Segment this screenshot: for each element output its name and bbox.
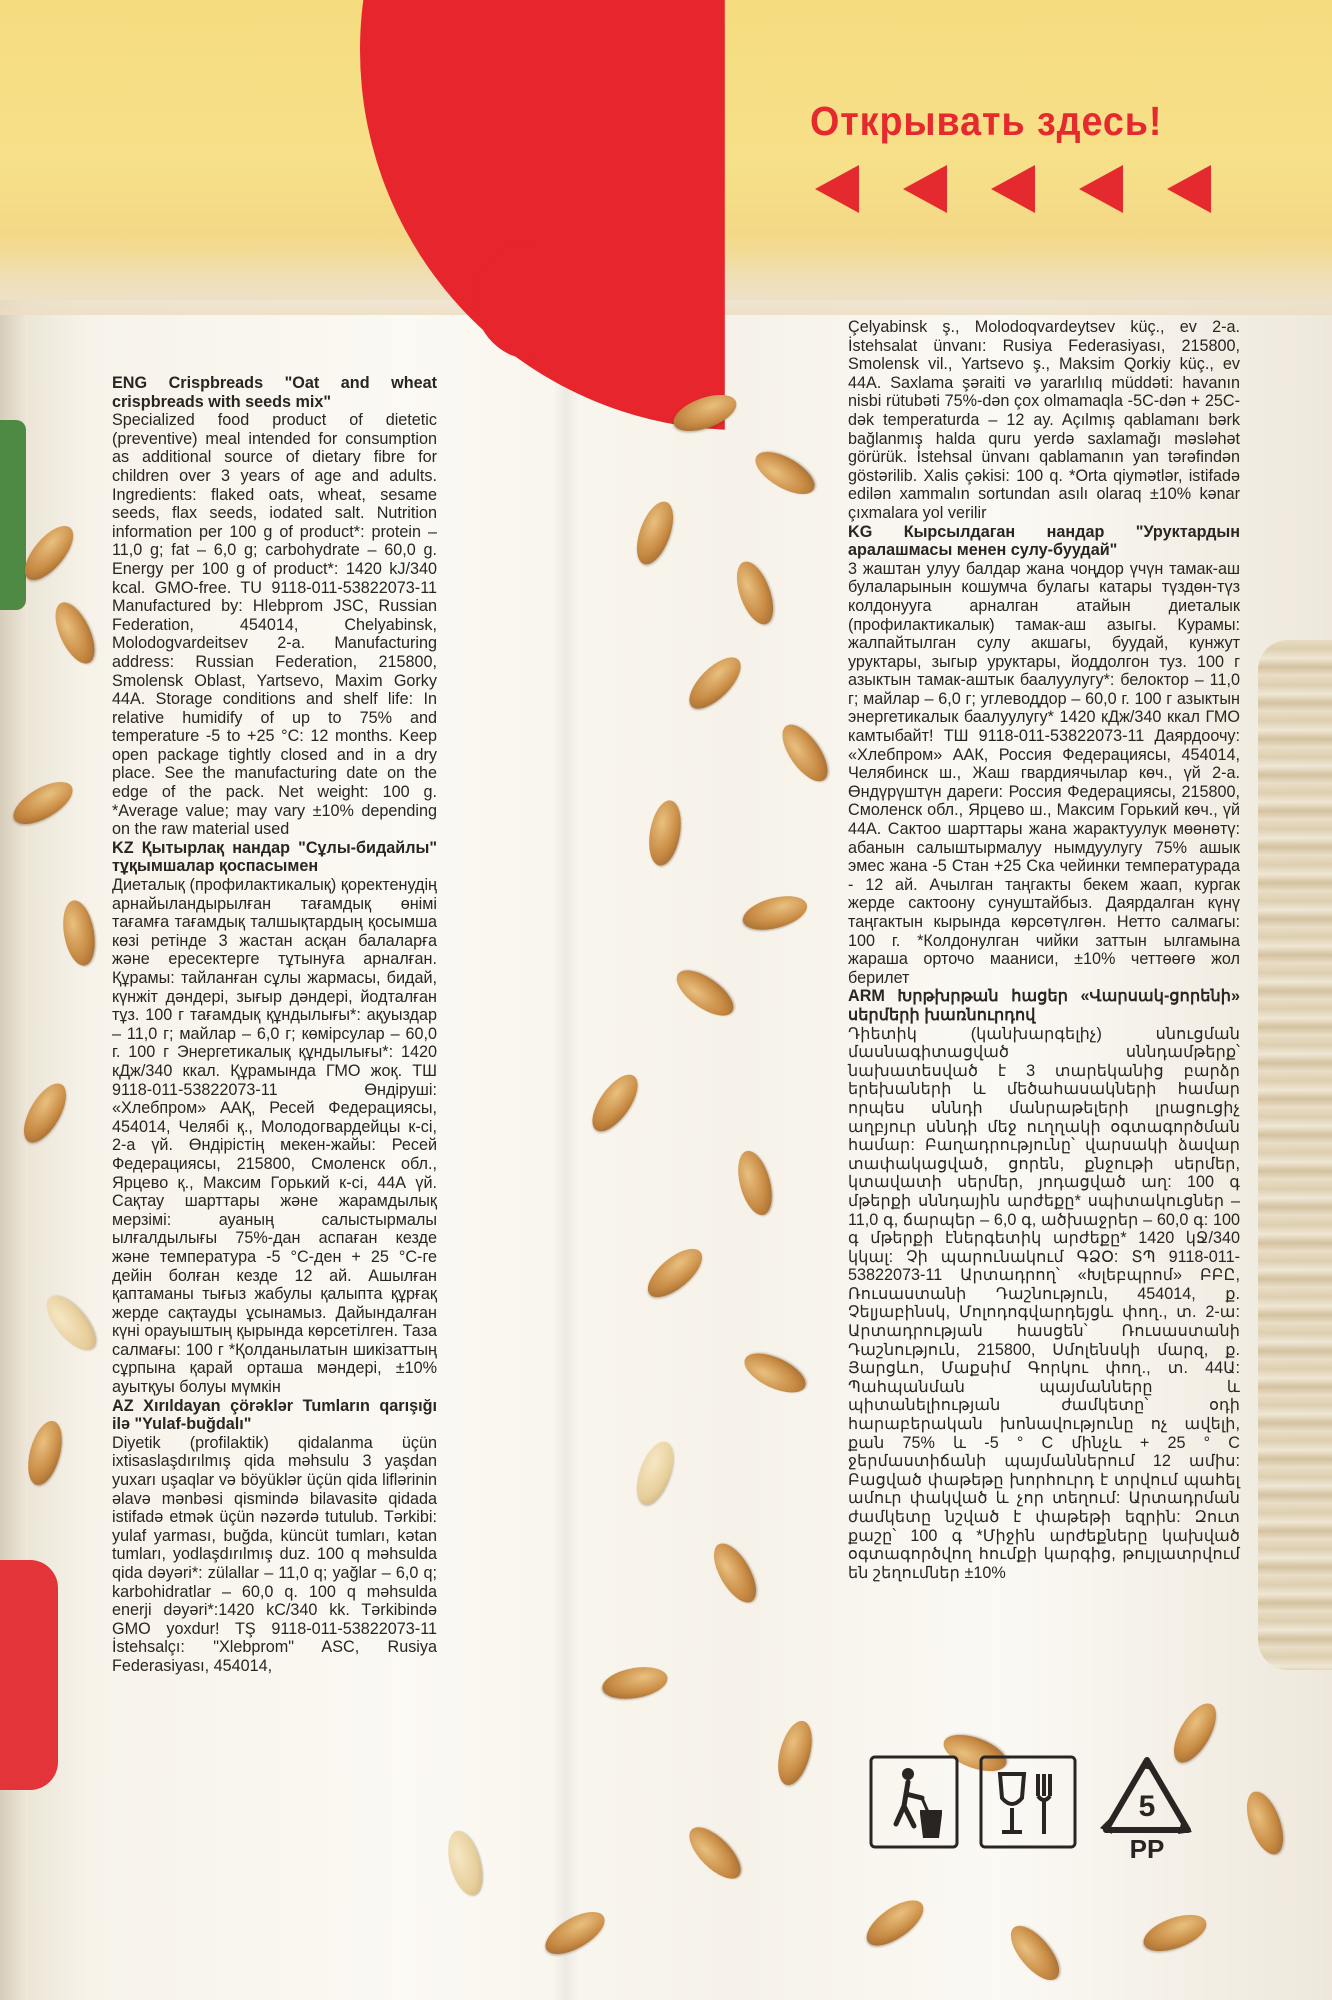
arm-heading: ARM Խրթխրթան հացեր «Վարսակ-ցորենի» սերմերի խառնուրդով [848,987,1240,1024]
open-here-arrows [815,165,1235,215]
kz-heading: KZ Қытырлақ нандар "Сұлы-бидайлы" тұқымшалар қоспасымен [112,838,437,876]
packaging-symbols [868,1754,1198,1864]
red-brand-tab [475,240,635,360]
arrow-left-icon [991,165,1035,213]
tidyman-recycle-bin-icon [868,1754,960,1850]
recycle-code: 5 [1138,1790,1156,1823]
kg-body: 3 жаштан улуу балдар жана чоңдор үчүн тамак-аш булаларынын кошумча булагы катары түздөн-түз колдонууга арналган атайын диеталык (профилактикалык) тамак-аш азыгы. Курамы: жалпайтылган сулу акшагы, буудай, кунжут уруктары, зыгыр уруктары, йоддолгон туз. 100 г азыктын тамак-аштык баалуулугу*: белоктор – 11,0 г; майлар – 6,0 г; углеводдор – 60,0 г. 100 г азыктын энергетикалык баалуулугу* 1420 кДж/340 ккал ГМО камтыбайт! ТШ 9118-011-53822073-11 Даярдоочу: «Хлебпром» ААК, Россия Федерациясы, 454014, Челябинск ш., Жаш гвардиячылар көч., үй 2-а. Өндүрүштүн дареги: Россия Федерациясы, 215800, Смоленск обл., Ярцево ш., Максим Горький көч., үй 44А. Сактоо шарттары жана жарактуулук мөөнөтү: абанын салыштырмалуу нымдуулугу 75% ашык эмес жана -5 Стан +25 Ска чейинки температурада - 12 ай. Ачылган таңгакты бекем жаап, кургак жерде сактоону сунуштайбыз. Даярдалган күнү таңгактын кырында көрсөтүлгөн. Нетто салмагы: 100 г. *Колдонулган чийки заттын ылгамына жараша орточо мааниси, ±10% четтөөгө жол берилет [848,559,1240,987]
recycling-triangle-icon [1096,1754,1198,1862]
label-text-right [848,318,1240,1582]
label-text-left [112,374,437,1676]
arrow-left-icon [815,165,859,213]
arrow-left-icon [1079,165,1123,213]
arrow-left-icon [1167,165,1211,213]
side-green-label [0,420,26,610]
arrow-left-icon [903,165,947,213]
eng-body: Specialized food product of dietetic (preventive) meal intended for consumption as additional source of dietary fibre for children over 3 years of age and adults. Ingredients: flaked oats, wheat, sesame seeds, flax seeds, iodated salt. Nutrition information per 100 g of product*: protein – 11,0 g; fat – 6,0 g; carbohydrate – 60,0 g. Energy per 100 g of product*: 1420 kJ/340 kcal. GMO-free. TU 9118-011-53822073-11 Manufactured by: Hlebprom JSC, Russian Federation, 454014, Chelyabinsk, Molodogvardeitsev 2-a. Manufacturing address: Russian Federation, 215800, Smolensk Oblast, Yartsevo, Maxim Gorky 44A. Storage conditions and shelf life: In relative humidify of up to 75% and temperature -5 to +25 °C: 12 months. Keep open package tightly closed and in a dry place. See the manufacturing date on the edge of the pack. Net weight: 100 g. *Average value; may vary ±10% depending on the raw material used [112,411,437,839]
az-heading: AZ Xırıldayan çörəklər Tumların qarışığı ilə "Yulaf-buğdalı" [112,1396,437,1434]
arm-body: Դիետիկ (կանխարգելիչ) սնուցման մասնագիտացված սննդամթերք՝ նախատեսված է 3 տարեկանից բարձր երեխաների և մեծահասակների համար որպես սննդի մանրաթելերի լրացուցիչ աղբյուր սննդի մեջ ուղղակի օգտագործման համար: Բաղադրությունը՝ վարսակի ձավար տափակացված, ցորեն, քնջութի սերմեր, կտավատի սերմեր, յոդացված աղ: 100 գ մթերքի սննդային արժեքը* սպիտակուցներ – 11,0 գ, ճարպեր – 6,0 գ, ածխաջրեր – 60,0 գ: 100 գ մթերքի էներգետիկ արժեքը* 1420 կՋ/340 կկալ: Չի պարունակում ԳՁՕ: ՏՊ 9118-011-53822073-11 Արտադրող՝ «Խլեբպրոմ» ԲԲԸ, Ռուսաստանի Դաշնություն, 454014, ք. Չելյաբինսկ, Մոլոդոգվարդեյցև փող., տ. 2-ա: Արտադրության հասցեն՝ Ռուսաստանի Դաշնություն, 215800, Սմոլենսկի մարզ, ք. Յարցևո, Մաքսիմ Գորկու փող., տ. 44Ա: Պահպանման պայմանները և պիտանելիության ժամկետը՝ օդի հարաբերական խոնավությունը ոչ ավելի, քան 75% և -5 ° C մինչև + 25 ° C ջերմաստիճանի պայմաններում 12 ամիս: Բացված փաթեթը խորհուրդ է տրվում պահել ամուր փակված և չոր տեղում: Արտադրման ժամկետը նշված է փաթեթի եզրին: Զուտ քաշը՝ 100 գ *Միջին արժեքները կախված օգտագործվող հումքի կարգից, թույլատրվում են շեղումներ ±10% [848,1024,1240,1582]
kz-body: Диеталық (профилактикалық) қоректенудің арнайыландырылған тағамдық өнімі тағамға тағамдық талшықтардың қосымша көзі ретінде 3 жастан асқан балаларға және ересектерге тұтынуға арналған. Құрамы: тайланған сұлы жармасы, бидай, күнжіт дәндері, зығыр дәндері, йодталған тұз. 100 г тағамдық құндылығы*: ақуыздар – 11,0 г; майлар – 6,0 г; көмірсулар – 60,0 г. 100 г Энергетикалық құндылығы*: 1420 кДж/340 ккал. Құрамында ГМО жоқ. ТШ 9118-011-53822073-11 Өндіруші: «Хлебпром» ААҚ, Ресей Федерациясы, 454014, Челябі қ., Молодогвардейцы к-сі, 2-а үй. Өндірістің мекен-жайы: Ресей Федерациясы, 215800, Смоленск обл., Ярцево қ., Максим Горький к-сі, 44А үй. Сақтау шарттары және жарамдылық мерзімі: ауаның салыстырмалы ылғалдылығы 75%-дан аспаған кезде және температура -5 °С-ден + 25 °С-ге дейін болған кезде 12 ай. Ашылған қаптаманы тығыз жабулы қалыпта құрғақ жерде сақтауды ұсынамыз. Дайындалған күні орауыштың қырында көрсетілген. Таза салмағы: 100 г *Қолданылатын шикізаттың сұрпына қарай орташа мәндері, ±10% ауытқуы болуы мүмкін [112,876,437,1397]
recycle-material: PP [1129,1834,1165,1862]
az-body-continued: Çelyabinsk ş., Molodoqvardeytsev küç., ev 2-a. İstehsalat ünvanı: Rusiya Federasiyası, 215800, Smolensk vil., Yartsevo ş., Maksim Qorkiy küç., ev 44A. Saxlama şəraiti və yararlılıq müddəti: havanın nisbi rütubəti 75%-dən çox olmamaqla -5C-dən + 25C-dək temperaturda – 12 ay. Açılmış qablamanı bərk bağlanmış halda quru yerdə saxlamağı məsləhət görürük. İstehsal ünvanı qablamanın yan tərəfindən göstərilib. Xalis çəkisi: 100 q. *Orta qiymətlər, istifadə edilən xammalın sortundan asılı olaraq ±10% kənar çıxmalara yol verilir [848,318,1240,522]
side-red-badge [0,1560,58,1790]
kg-heading: KG Кырсылдаган нандар "Уруктардын аралашмасы менен сулу-буудай" [848,522,1240,560]
eng-heading: ENG Crispbreads "Oat and wheat crispbreads with seeds mix" [112,374,437,411]
az-body: Diyetik (profilaktik) qidalanma üçün ixtisaslaşdırılmış qida məhsulu 3 yaşdan yuxarı uşaqlar və böyüklər üçün qida liflərinin əlavə mənbəsi qismində bilavasitə qidada istifadə etmək üçün nəzərdə tutulub. Tərkibi: yulaf yarması, buğda, küncüt tumları, kətan tumları, yodlaşdırılmış duz. 100 q məhsulda qida dəyəri*: zülallar – 11,0 q; yağlar – 6,0 q; karbohidratlar – 60,0 q. 100 q məhsulda enerji dəyəri*:1420 kC/340 kk. Tərkibində GMO yoxdur! TŞ 9118-011-53822073-11 İstehsalçı: "Xlebprom" ASC, Rusiya Federasiyası, 454014, [112,1433,437,1675]
open-here-label: Открывать здесь! [810,98,1163,144]
food-safe-glass-fork-icon [978,1754,1078,1850]
visible-crispbread [1258,640,1332,1670]
